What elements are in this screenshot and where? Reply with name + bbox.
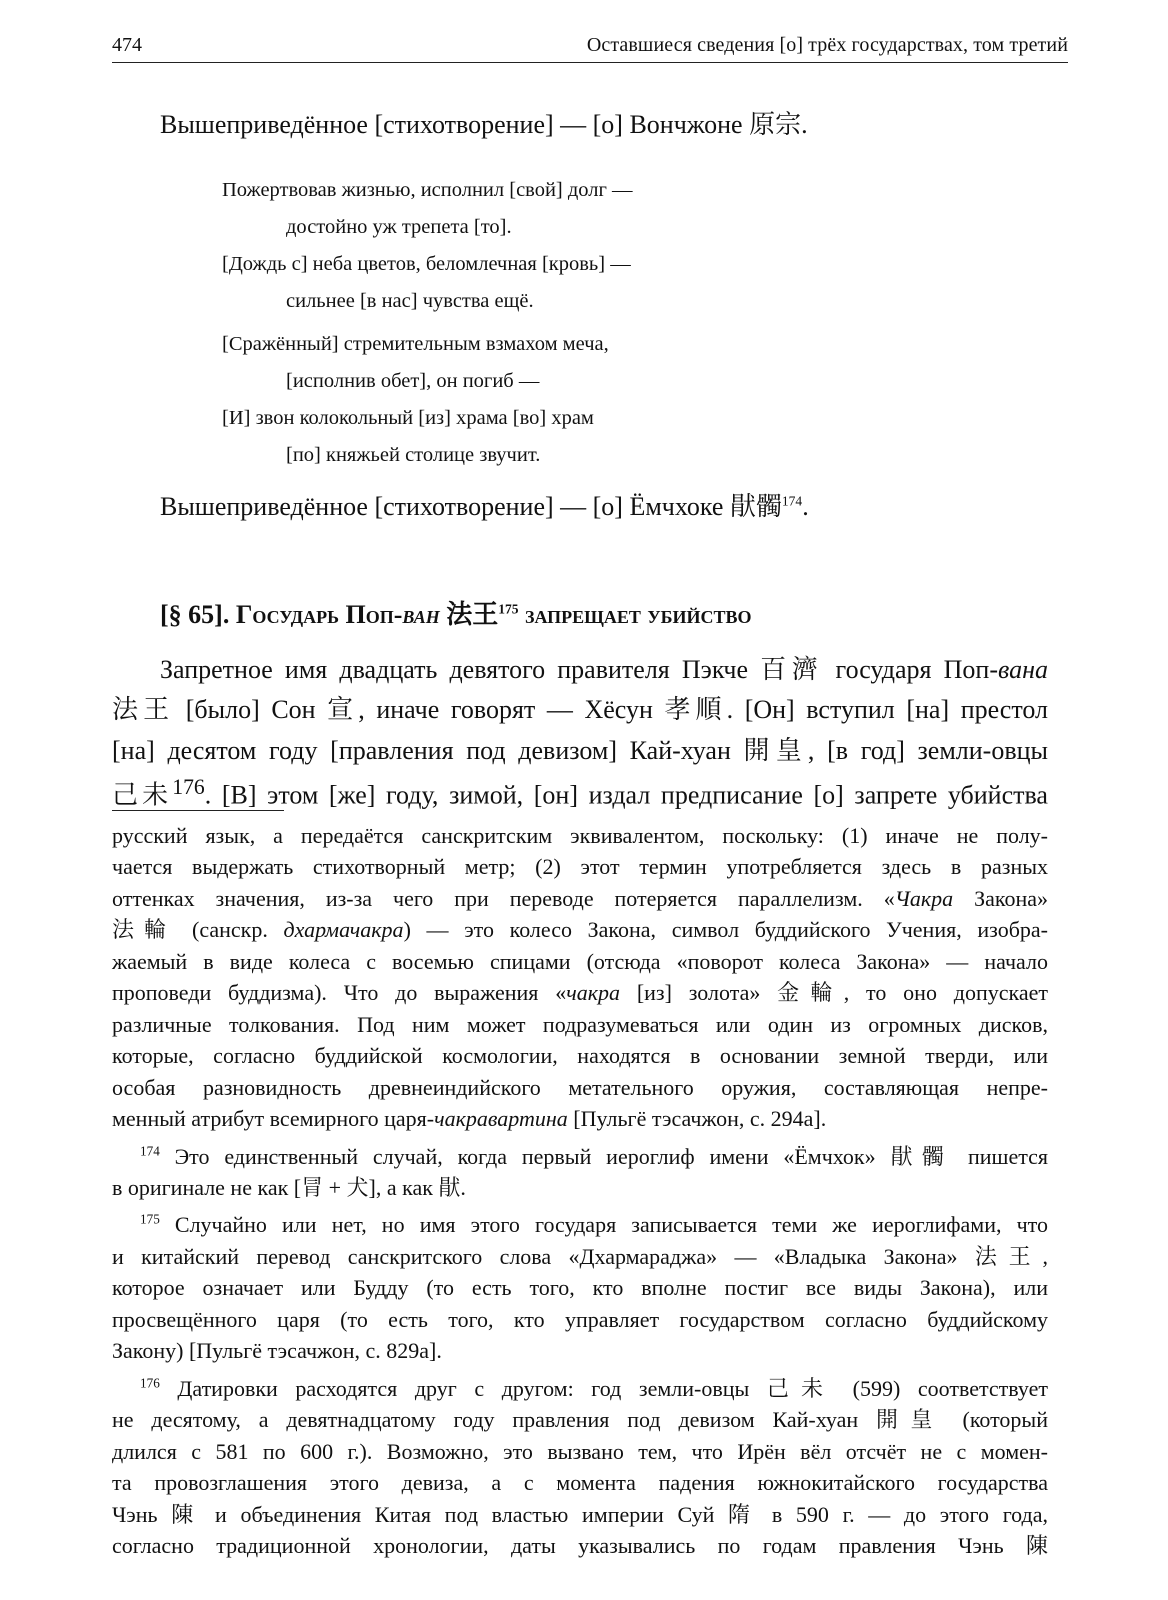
footnote-text: ) — это колесо Закона, символ буддийского Учения, изобра- <box>403 917 1048 943</box>
body-text: 己未 <box>112 780 173 810</box>
poem-attribution-1: Вышеприведённое [стихотворение] — [о] Вончжоне 原宗. <box>160 110 808 139</box>
section-title-chars: 法王 <box>446 600 499 629</box>
body-line <box>112 650 1048 690</box>
footnote-line: в оригинале не как [冐 + 犬], а как 猒. <box>112 1174 466 1200</box>
body-line: [на] десятом году [правления под девизом] Кай-хуан 開皇, [в год] земли-овцы <box>112 735 1048 765</box>
poem-line: [по] княжьей столице звучит. <box>286 444 541 467</box>
body-italic: вана <box>997 655 1048 684</box>
page-header <box>112 34 1068 63</box>
footnote-line: которое означает или Будду (то есть того, кто вполне постиг все виды Закона), или <box>112 1275 1048 1301</box>
poem-line: достойно уж трепета [то]. <box>286 216 512 239</box>
section-heading <box>160 594 752 631</box>
body-text: . [В] этом [же] году, зимой, [он] издал предписание [о] запрете убийства <box>204 780 1048 810</box>
footnote-number: 174 <box>140 1143 160 1159</box>
main-paragraph <box>112 650 1048 816</box>
footnote-italic: чакравартина <box>434 1106 568 1132</box>
footnote-line: чается выдержать стихотворный метр; (2) этот термин употребляется здесь в разных <box>112 854 1048 880</box>
footnote-text: Случайно или нет, но имя этого государя записывается теми же иероглифами, что <box>159 1212 1048 1238</box>
section-title-c: запрещает убийство <box>525 600 752 629</box>
footnote-text: оттенках значения, из-за чего при переводе потеряется параллелизм. « <box>112 885 895 911</box>
section-title-a: Государь Поп- <box>235 600 403 629</box>
footnote-line: жаемый в виде колеса с восемью спицами (отсюда «поворот колеса Закона» — начало <box>112 948 1048 974</box>
poem-line: [И] звон колокольный [из] храма [во] храм <box>222 407 594 430</box>
attribution-end: . <box>802 492 809 521</box>
footnote-text: [Пульгё тэсачжон, с. 294а]. <box>567 1106 827 1132</box>
poem-line: сильнее [в нас] чувства ещё. <box>286 290 534 313</box>
footnote-text: Закона» <box>953 885 1048 911</box>
running-title: Оставшиеся сведения [о] трёх государствах, том третий <box>586 34 1068 56</box>
footnote-175 <box>112 1209 1048 1240</box>
poem-line: Пожертвовав жизнью, исполнил [свой] долг — <box>222 179 633 201</box>
footnote-line: русский язык, а передаётся санскритским эквивалентом, поскольку: (1) иначе не полу- <box>112 823 1048 848</box>
footnote-176 <box>112 1373 1048 1404</box>
poem-line: [Сражённый] стремительным взмахом меча, <box>222 333 609 355</box>
footnote-line: та провозглашения этого девиза, а с момента падения южнокитайского государства <box>112 1470 1048 1496</box>
footnote-text: Датировки расходятся друг с другом: год земли-овцы 己未 (599) соответствует <box>159 1375 1048 1401</box>
footnote-text: [из] золота» 金輪, то оно допускает <box>620 980 1048 1006</box>
footnote-ref-174[interactable]: 174 <box>781 493 803 509</box>
body-line: 法王 [было] Сон 宣, иначе говорят — Хёсун 孝順. [Он] вступил [на] престол <box>112 695 1048 725</box>
section-number: [§ 65]. <box>160 600 230 629</box>
footnote-line: длился с 581 по 600 г.). Возможно, это вызвано тем, что Ирён вёл отсчёт не с момен- <box>112 1438 1048 1464</box>
footnote-line: не десятому, а девятнадцатому году правления под девизом Кай-хуан 開皇 (который <box>112 1407 1048 1433</box>
footnote-text: проповеди буддизма). Что до выражения « <box>112 980 567 1006</box>
footnote-text: менный атрибут всемирного царя- <box>112 1106 435 1132</box>
footnote-italic: Чакра <box>894 885 954 911</box>
footnote-italic: дхармачакра <box>283 917 404 943</box>
footnote-line <box>112 883 1048 914</box>
attribution-text: Вышеприведённое [стихотворение] — [о] Ёмчхоке 猒髑 <box>160 492 782 521</box>
poem-stanza-2 <box>222 326 609 474</box>
page-number: 474 <box>112 34 142 56</box>
footnote-line <box>112 914 1048 945</box>
footnote-line: Закону) [Пульгё тэсачжон, с. 829а]. <box>112 1338 442 1364</box>
footnote-ref-176[interactable]: 176 <box>172 774 205 799</box>
footnote-ref-175[interactable]: 175 <box>498 601 519 617</box>
footnote-italic: чакра <box>566 980 621 1006</box>
footnote-line <box>112 977 1048 1008</box>
footnotes <box>112 820 1048 1561</box>
footnote-line: различные толкования. Под ним может подразумеваться или один из огромных дисков, <box>112 1011 1048 1037</box>
poem-attribution-2 <box>160 486 809 523</box>
footnote-number: 175 <box>140 1212 160 1228</box>
footnote-line: особая разновидность древнеиндийского метательного оружия, составляющая непре- <box>112 1074 1048 1100</box>
poem-line: [Дождь с] неба цветов, беломлечная [кровь] — <box>222 253 631 276</box>
footnote-text: 法輪 (санскр. <box>112 917 284 943</box>
footnote-line <box>112 1103 1048 1134</box>
footnote-line: и китайский перевод санскритского слова «Дхармараджа» — «Владыка Закона» 法王, <box>112 1243 1048 1269</box>
poem-line: [исполнив обет], он погиб — <box>286 370 540 393</box>
footnote-line: согласно традиционной хронологии, даты указывались по годам правления Чэнь 陳 <box>112 1532 1048 1558</box>
poem-stanza-1 <box>222 172 633 320</box>
footnote-line: которые, согласно буддийской космологии, находятся в основании земной тверди, или <box>112 1043 1048 1069</box>
footnote-line: просвещённого царя (то есть того, кто управляет государством согласно буддийскому <box>112 1306 1048 1332</box>
section-title-italic: ван <box>402 600 440 629</box>
footnote-174 <box>112 1141 1048 1172</box>
footnote-number: 176 <box>140 1375 160 1391</box>
body-text: Запретное имя двадцать девятого правителя Пэкче 百濟 государя Поп- <box>160 655 998 684</box>
footnote-text: Это единственный случай, когда первый иероглиф имени «Ёмчхок» 猒髑 пишется <box>159 1143 1048 1169</box>
footnote-divider <box>112 810 284 811</box>
footnote-line: Чэнь 陳 и объединения Китая под властью империи Суй 隋 в 590 г. — до этого года, <box>112 1501 1048 1527</box>
